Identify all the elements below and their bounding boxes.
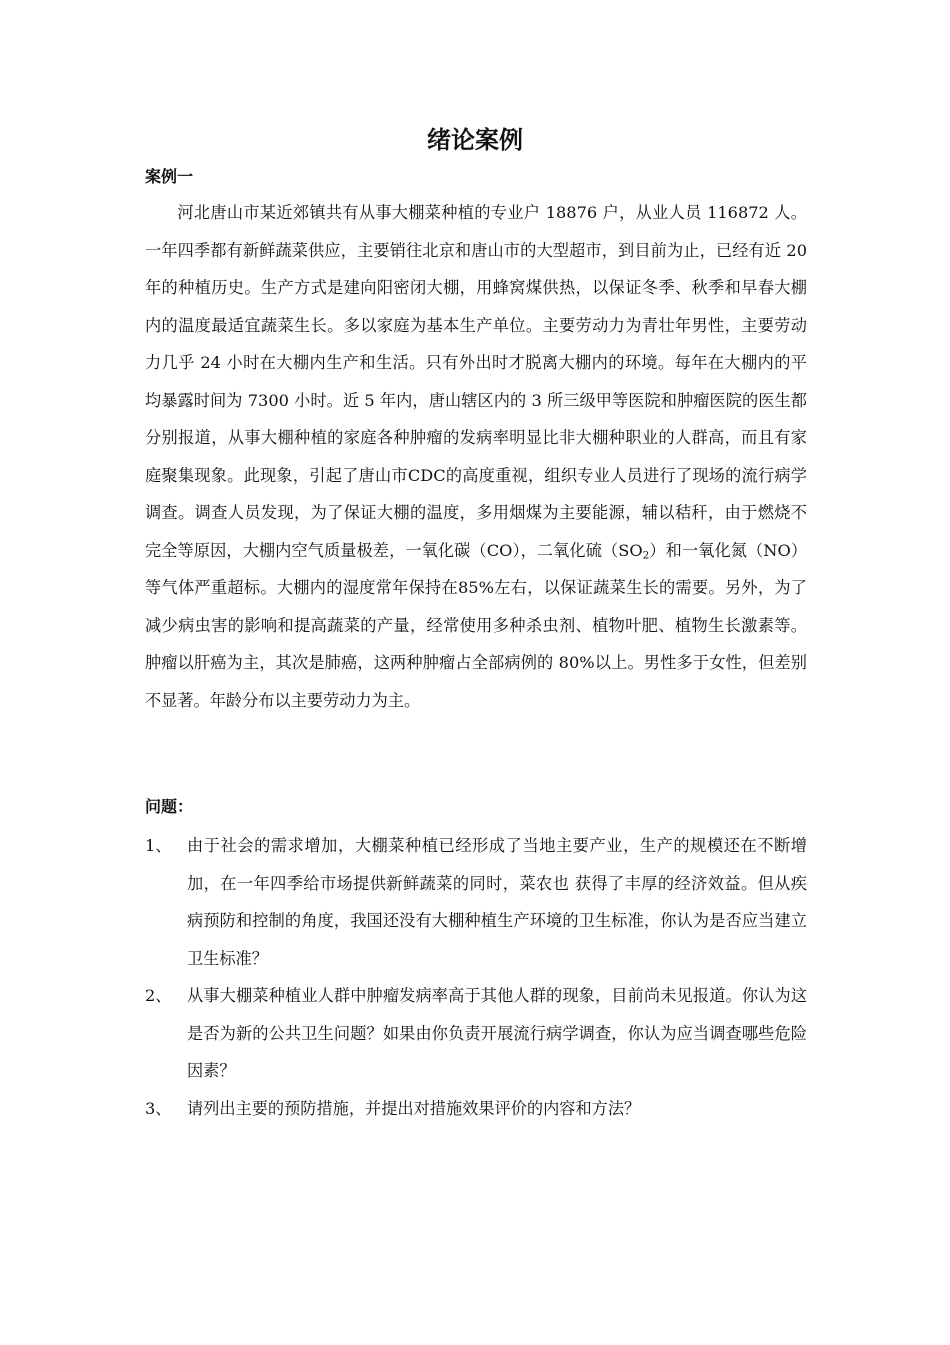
question-item [145,827,807,977]
questions-heading: 问题： [145,797,194,816]
question-number: 3、 [145,1098,172,1118]
question-text: 从事大棚菜种植业人群中肿瘤发病率高于其他人群的现象，目前尚未见报道。你认为这是否为新的公共卫生问题？如果由你负责开展流行病学调查，你认为应当调查哪些危险因素？ [187,986,807,1080]
case-paragraph [145,194,807,719]
case-text-part-1: 河北唐山市某近郊镇共有从事大棚菜种植的专业户 18876 户，从业人员 116872 人。一年四季都有新鲜蔬菜供应，主要销往北京和唐山市的大型超市，到目前为止，已经有近 20 年的种植历史。生产方式是建向阳密闭大棚，用蜂窝煤供热，以保证冬季、秋季和早春大棚内的温度最适宜蔬菜生长。多以家庭为基本生产单位。主要劳动力为青壮年男性，主要劳动力几乎 24 小时在大棚内生产和生活。只有外出时才脱离大棚内的环境。每年在大棚内的平均暴露时间为 7300 小时。近 5 年内，唐山辖区内的 3 所三级甲等医院和肿瘤医院的医生都分别报道，从事大棚种植的家庭各种肿瘤的发病率明显比非大棚种职业的人群高，而且有家庭聚集现象。此现象，引起了唐山市CDC的高度重视，组织专业人员进行了现场的流行病学调查。调查人员发现，为了保证大棚的温度，多用烟煤为主要能源，辅以秸秆，由于燃烧不完全等原因，大棚内空气质量极差，一氧化碳（CO），二氧化硫（SO [145,203,807,560]
questions-list [145,827,807,1127]
question-text: 由于社会的需求增加，大棚菜种植已经形成了当地主要产业，生产的规模还在不断增加，在一年四季给市场提供新鲜蔬菜的同时，菜农也 获得了丰厚的经济效益。但从疾病预防和控制的角度，我国还没有大棚种植生产环境的卫生标准，你认为是否应当建立卫生标准？ [187,836,807,968]
so2-subscript: 2 [642,549,650,562]
question-number: 2、 [145,986,172,1005]
question-item [145,1090,807,1128]
case-heading: 案例一 [145,167,194,186]
document-title: 绪论案例 [427,126,523,154]
question-text: 请列出主要的预防措施，并提出对措施效果评价的内容和方法？ [187,1098,641,1118]
question-item [145,977,807,1090]
case-text-part-2: ）和一氧化氮（NO）等气体严重超标。大棚内的湿度常年保持在85%左右，以保证蔬菜生长的需要。另外，为了减少病虫害的影响和提高蔬菜的产量，经常使用多种杀虫剂、植物叶肥、植物生长激素等。肿瘤以肝癌为主，其次是肺癌，这两种肿瘤占全部病例的 80%以上。男性多于女性，但差别不显著。年龄分布以主要劳动力为主。 [145,540,808,710]
question-number: 1、 [145,836,172,855]
